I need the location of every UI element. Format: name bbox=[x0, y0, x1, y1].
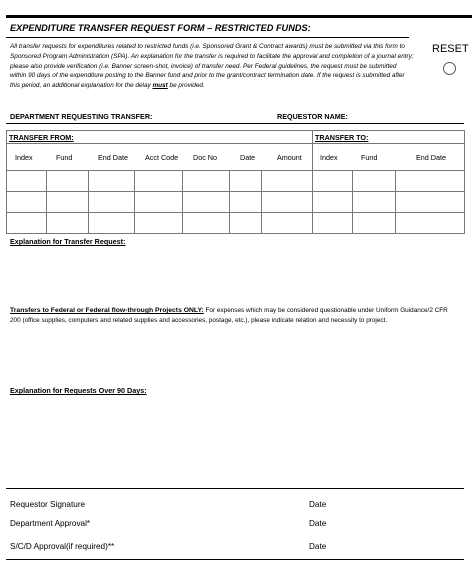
cell-fund-from[interactable] bbox=[46, 192, 88, 213]
cell-fund-to[interactable] bbox=[353, 171, 396, 192]
cell-index-to[interactable] bbox=[313, 213, 353, 234]
col-index-from: Index bbox=[15, 153, 33, 162]
intro-must-text: must bbox=[152, 82, 168, 90]
cell-enddate-to[interactable] bbox=[396, 213, 465, 234]
col-date-from: Date bbox=[240, 153, 256, 162]
col-enddate-to: End Date bbox=[416, 153, 446, 162]
cell-index-from[interactable] bbox=[7, 192, 47, 213]
department-date-label: Date bbox=[309, 519, 327, 528]
cell-amount-from[interactable] bbox=[262, 213, 313, 234]
federal-note-text: For expenses which may be considered questionable under Uniform Guidance/2 CFR 200 (office supplies, computers and related supplies and accessories, postage, etc.), please indicate relation and necessity to project. bbox=[10, 307, 448, 324]
cell-doc-from[interactable] bbox=[182, 213, 230, 234]
requestor-signature-label: Requestor Signature bbox=[10, 500, 86, 509]
col-acctcode-from: Acct Code bbox=[145, 153, 179, 162]
col-fund-from: Fund bbox=[56, 153, 73, 162]
cell-enddate-from[interactable] bbox=[88, 213, 134, 234]
cell-amount-from[interactable] bbox=[262, 192, 313, 213]
transfer-from-label: TRANSFER FROM: bbox=[9, 133, 74, 142]
cell-doc-from[interactable] bbox=[182, 171, 230, 192]
cell-doc-from[interactable] bbox=[182, 192, 230, 213]
transfer-table bbox=[6, 130, 465, 234]
col-amount-from: Amount bbox=[277, 153, 302, 162]
cell-index-to[interactable] bbox=[313, 192, 353, 213]
cell-acct-from[interactable] bbox=[134, 213, 182, 234]
cell-acct-from[interactable] bbox=[134, 192, 182, 213]
requestor-name-label: REQUESTOR NAME: bbox=[277, 112, 348, 121]
reset-button[interactable] bbox=[443, 62, 456, 75]
scd-date-label: Date bbox=[309, 542, 327, 551]
cell-enddate-to[interactable] bbox=[396, 171, 465, 192]
federal-note bbox=[10, 306, 455, 325]
top-rule bbox=[6, 15, 472, 18]
col-enddate-from: End Date bbox=[98, 153, 128, 162]
cell-date-from[interactable] bbox=[230, 192, 262, 213]
form-title: EXPENDITURE TRANSFER REQUEST FORM – RESTRICTED FUNDS: bbox=[10, 23, 311, 33]
cell-amount-from[interactable] bbox=[262, 171, 313, 192]
transfer-row[interactable] bbox=[7, 213, 465, 234]
cell-enddate-to[interactable] bbox=[396, 192, 465, 213]
transfer-row[interactable] bbox=[7, 171, 465, 192]
cell-fund-to[interactable] bbox=[353, 213, 396, 234]
col-fund-to: Fund bbox=[361, 153, 378, 162]
cell-fund-from[interactable] bbox=[46, 171, 88, 192]
cell-index-from[interactable] bbox=[7, 171, 47, 192]
signature-rule bbox=[6, 488, 464, 489]
cell-index-from[interactable] bbox=[7, 213, 47, 234]
transfer-to-label: TRANSFER TO: bbox=[315, 133, 369, 142]
requestor-date-label: Date bbox=[309, 500, 327, 509]
col-index-to: Index bbox=[320, 153, 338, 162]
cell-index-to[interactable] bbox=[313, 171, 353, 192]
cell-date-from[interactable] bbox=[230, 171, 262, 192]
department-approval-label: Department Approval* bbox=[10, 519, 91, 528]
department-rule bbox=[6, 123, 464, 124]
intro-end-text: be provided. bbox=[167, 82, 205, 90]
transfer-column-row bbox=[7, 144, 465, 171]
intro-main-text: All transfer requests for expenditures related to restricted funds (i.e. Sponsored Grant & Contract awards) must be submitted via this form to Sponsored Program Administration (SPA). An explanation for the transfer is required to facilitate the approval and completion of a journal entry; please also provide verification (i.e. Banner screen-shot, invoice) of transfer need. Per Federal guidelines, the request must be submitted within 90 days of the expenditure posting to the Banner fund and prior to the grant/contract termination date. If the request is submitted after this period, an additional explanation for the delay bbox=[10, 43, 414, 90]
over90-label: Explanation for Requests Over 90 Days: bbox=[10, 386, 147, 395]
cell-fund-to[interactable] bbox=[353, 192, 396, 213]
title-rule bbox=[6, 37, 409, 38]
intro-paragraph bbox=[10, 42, 414, 91]
scd-approval-label: S/C/D Approval(if required)** bbox=[10, 542, 115, 551]
explanation-label: Explanation for Transfer Request: bbox=[10, 237, 126, 246]
col-docno-from: Doc No bbox=[193, 153, 217, 162]
cell-enddate-from[interactable] bbox=[88, 192, 134, 213]
department-label: DEPARTMENT REQUESTING TRANSFER: bbox=[10, 112, 153, 121]
cell-fund-from[interactable] bbox=[46, 213, 88, 234]
cell-enddate-from[interactable] bbox=[88, 171, 134, 192]
transfer-row[interactable] bbox=[7, 192, 465, 213]
bottom-rule bbox=[6, 559, 464, 560]
cell-acct-from[interactable] bbox=[134, 171, 182, 192]
transfer-header-row bbox=[7, 131, 465, 144]
federal-note-heading: Transfers to Federal or Federal flow-through Projects ONLY: bbox=[10, 307, 204, 314]
cell-date-from[interactable] bbox=[230, 213, 262, 234]
reset-label: RESET bbox=[432, 43, 469, 55]
